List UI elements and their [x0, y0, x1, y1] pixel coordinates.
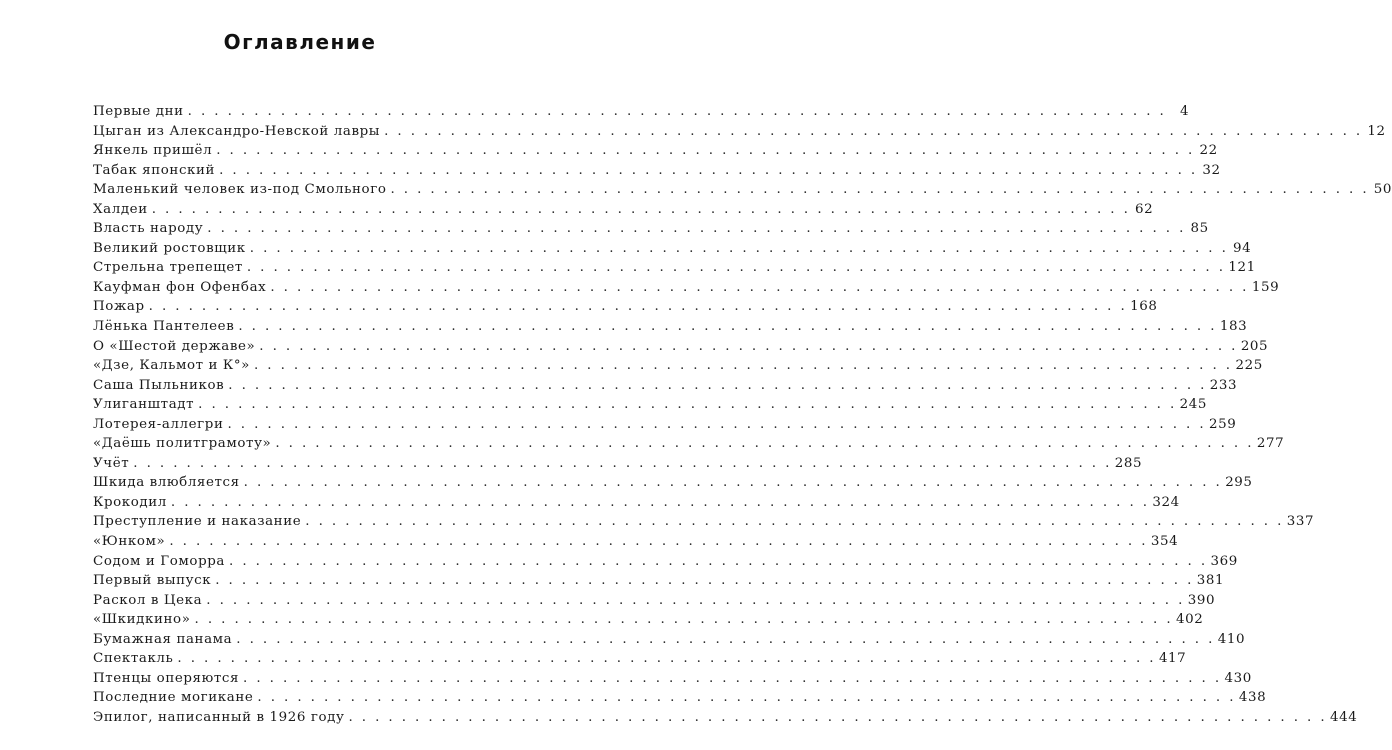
dot-leader — [270, 280, 1249, 295]
toc-entry-title: Халдеи — [93, 201, 148, 217]
toc-entry — [93, 221, 1209, 241]
dot-leader — [348, 710, 1327, 725]
toc-entry — [93, 338, 1269, 359]
toc-entry-page: 4 — [1180, 104, 1190, 119]
toc-entry-page: 444 — [1329, 709, 1358, 725]
toc-entry — [93, 260, 1256, 280]
toc-entry — [93, 534, 1179, 554]
dot-leader — [149, 299, 1128, 314]
dot-leader — [227, 417, 1206, 432]
toc-entry-page: 50 — [1373, 182, 1392, 198]
toc-entry-title: «Даёшь политграмоту» — [93, 436, 272, 452]
toc-entry — [93, 690, 1267, 710]
dot-leader — [188, 104, 1167, 119]
toc-entry-page: 94 — [1233, 240, 1252, 256]
toc-entry-page: 225 — [1235, 358, 1263, 374]
toc-entry-title: Первый выпуск — [93, 573, 212, 589]
dot-leader — [215, 573, 1194, 588]
toc-entry — [93, 299, 1158, 319]
toc-entry — [93, 397, 1208, 417]
toc-entry-title: Саша Пыльников — [93, 377, 225, 393]
toc-entry-page: 390 — [1187, 592, 1216, 608]
toc-entry-title: Власть народу — [93, 221, 204, 237]
dot-leader — [229, 554, 1208, 569]
dot-leader — [243, 671, 1222, 686]
toc-entry-page: 337 — [1286, 514, 1315, 530]
dot-leader — [238, 319, 1217, 334]
table-of-contents — [93, 104, 1392, 730]
toc-entry-title: «Дзе, Кальмот и К°» — [93, 358, 250, 374]
dot-leader — [169, 534, 1148, 549]
toc-entry-page: 85 — [1190, 221, 1209, 237]
toc-entry-title: Табак японский — [93, 162, 216, 178]
dot-leader — [216, 143, 1195, 158]
toc-entry — [93, 279, 1280, 300]
toc-entry — [93, 162, 1221, 183]
toc-entry-title: Цыган из Александро-Невской лавры — [93, 123, 381, 139]
dot-leader — [244, 475, 1223, 490]
toc-entry-title: Первые дни — [93, 104, 184, 119]
toc-entry-page: 233 — [1209, 377, 1238, 393]
toc-entry-title: Лёнька Пантелеев — [93, 319, 235, 335]
dot-leader — [390, 182, 1369, 197]
toc-entry-title: О «Шестой державе» — [93, 338, 256, 354]
toc-entry-page: 277 — [1256, 436, 1285, 452]
toc-entry — [93, 494, 1180, 515]
toc-entry — [93, 631, 1246, 652]
toc-entry-title: Кауфман фон Офенбах — [93, 279, 267, 295]
dot-leader — [195, 612, 1174, 627]
toc-entry-title: Крокодил — [93, 494, 167, 510]
toc-entry — [93, 416, 1237, 437]
toc-entry-title: Маленький человек из-под Смольного — [93, 182, 387, 198]
toc-entry-title: Преступление и наказание — [93, 514, 302, 530]
toc-entry-title: Шкида влюбляется — [93, 475, 240, 491]
toc-entry — [93, 670, 1252, 691]
toc-entry — [93, 358, 1263, 378]
toc-entry — [93, 182, 1392, 202]
toc-entry — [93, 436, 1285, 456]
toc-entry-title: «Юнком» — [93, 534, 166, 550]
dot-leader — [384, 124, 1363, 139]
toc-entry-title: Спектакль — [93, 651, 174, 667]
toc-entry-page: 430 — [1224, 670, 1252, 686]
toc-entry-page: 259 — [1209, 416, 1237, 432]
toc-entry-title: Янкель пришёл — [93, 143, 213, 159]
toc-entry-page: 402 — [1176, 612, 1204, 628]
toc-entry-title: Пожар — [93, 299, 145, 315]
toc-entry — [93, 514, 1315, 534]
toc-entry-page: 410 — [1217, 631, 1246, 647]
toc-entry-page: 285 — [1114, 455, 1143, 471]
toc-entry — [93, 592, 1216, 613]
toc-entry-page: 438 — [1238, 690, 1267, 706]
toc-entry-title: Великий ростовщик — [93, 240, 246, 256]
toc-entry — [93, 455, 1143, 476]
toc-entry-page: 62 — [1134, 201, 1154, 217]
toc-entry-page: 354 — [1150, 534, 1179, 550]
dot-leader — [259, 339, 1238, 354]
dot-leader — [236, 632, 1215, 647]
toc-entry-page: 159 — [1251, 279, 1280, 295]
toc-entry-page: 417 — [1158, 651, 1187, 667]
toc-entry-page: 121 — [1228, 260, 1256, 276]
toc-entry — [93, 651, 1187, 671]
toc-entry-page: 324 — [1152, 494, 1180, 510]
toc-entry-page: 295 — [1225, 475, 1253, 491]
page-title: Оглавление — [223, 30, 377, 54]
dot-leader — [206, 593, 1185, 608]
toc-entry-page: 381 — [1196, 573, 1225, 589]
toc-entry-title: Улиганштадт — [93, 397, 195, 413]
toc-entry-page: 245 — [1179, 397, 1208, 413]
dot-leader — [247, 260, 1226, 275]
dot-leader — [207, 221, 1186, 236]
dot-leader — [171, 495, 1150, 510]
toc-entry-title: Содом и Гоморра — [93, 553, 226, 569]
toc-entry-title: Стрельна трепещет — [93, 260, 243, 276]
dot-leader — [133, 456, 1112, 471]
toc-entry-page: 22 — [1199, 143, 1218, 159]
dot-leader — [257, 690, 1236, 705]
dot-leader — [250, 241, 1229, 256]
dot-leader — [177, 651, 1156, 666]
toc-entry-title: Эпилог, написанный в 1926 году — [93, 709, 345, 725]
toc-entry — [93, 319, 1248, 339]
toc-entry-page: 369 — [1210, 553, 1238, 569]
toc-entry — [93, 123, 1386, 144]
toc-entry-page: 168 — [1130, 299, 1158, 315]
toc-entry-title: Бумажная панама — [93, 631, 233, 647]
toc-entry — [93, 709, 1358, 730]
dot-leader — [275, 436, 1254, 451]
toc-entry-page: 32 — [1202, 162, 1221, 178]
toc-entry — [93, 377, 1238, 398]
dot-leader — [254, 358, 1233, 373]
toc-entry-page: 205 — [1240, 338, 1269, 354]
toc-entry — [93, 553, 1238, 574]
toc-entry-title: «Шкидкино» — [93, 612, 191, 628]
dot-leader — [219, 163, 1198, 178]
dot-leader — [305, 514, 1284, 529]
toc-entry-page: 12 — [1367, 123, 1386, 139]
toc-entry-title: Учёт — [93, 455, 130, 471]
toc-entry — [93, 612, 1204, 632]
dot-leader — [198, 397, 1177, 412]
toc-entry-title: Лотерея-аллегри — [93, 416, 224, 432]
toc-entry-title: Раскол в Цека — [93, 592, 203, 608]
toc-entry — [93, 143, 1218, 163]
dot-leader — [228, 378, 1207, 393]
dot-leader — [152, 202, 1131, 217]
toc-entry — [93, 573, 1225, 593]
toc-entry-title: Птенцы оперяются — [93, 670, 240, 686]
toc-entry — [93, 475, 1253, 495]
toc-entry — [93, 240, 1252, 261]
toc-entry-title: Последние могикане — [93, 690, 254, 706]
toc-entry — [93, 201, 1154, 222]
toc-entry-page: 183 — [1219, 319, 1248, 335]
toc-entry — [93, 104, 1190, 124]
